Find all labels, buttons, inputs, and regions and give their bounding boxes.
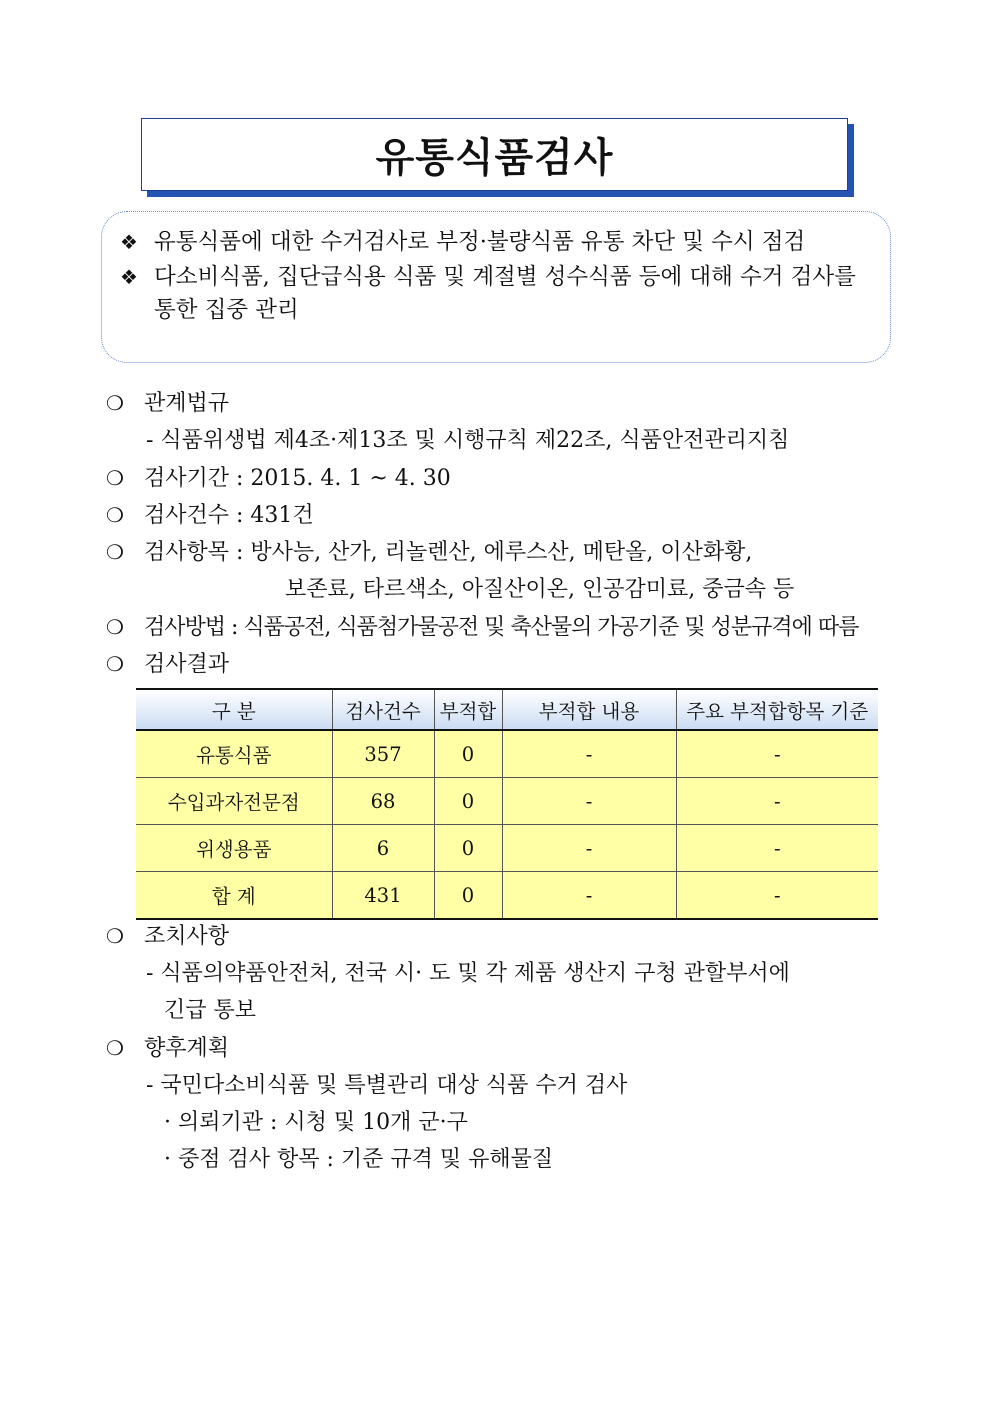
table-row [136,730,878,778]
items-text-continued: 보존료, 타르색소, 아질산이온, 인공감미료, 중금속 등 [285,577,795,602]
count-text: 검사건수 : 431건 [144,503,314,528]
circle-bullet-icon: ❍ [106,466,124,490]
circle-bullet-icon: ❍ [106,503,124,527]
results-table [136,688,878,920]
table-cell: 유통식품 [136,730,332,778]
table-cell: 위생용품 [136,825,332,872]
table-cell: - [676,778,878,825]
table-cell: - [502,778,676,825]
table-header-row [136,689,878,730]
circle-bullet-icon: ❍ [106,1036,124,1060]
method-line [106,610,858,641]
items-line [106,535,752,566]
summary-item [120,261,870,327]
table-cell: - [676,872,878,920]
items-text: 검사항목 : 방사능, 산가, 리놀렌산, 에루스산, 메탄올, 이산화황, [144,540,753,565]
summary-text: 다소비식품, 집단급식용 식품 및 계절별 성수식품 등에 대해 수거 검사를 통한 집중 관리 [154,264,856,323]
table-cell: - [676,825,878,872]
diamond-bullet-icon: ❖ [120,265,138,289]
result-heading [106,647,229,678]
table-cell: 수입과자전문점 [136,778,332,825]
action-detail: - 식품의약품안전처, 전국 시· 도 및 각 제품 생산지 구청 관할부서에 [146,961,790,986]
table-row [136,825,878,872]
law-detail: - 식품위생법 제4조·제13조 및 시행규칙 제22조, 식품안전관리지침 [146,428,790,453]
action-heading [106,919,229,950]
circle-bullet-icon: ❍ [106,615,123,639]
table-cell: 0 [434,825,502,872]
page-title-box [141,118,848,191]
summary-box [101,211,891,363]
circle-bullet-icon: ❍ [106,924,124,948]
diamond-bullet-icon: ❖ [120,230,138,254]
law-title: 관계법규 [144,391,230,416]
table-row [136,778,878,825]
plan-heading [106,1031,229,1062]
table-cell: - [502,730,676,778]
table-cell: 68 [332,778,434,825]
method-text: 검사방법 : 식품공전, 식품첨가물공전 및 축산물의 가공기준 및 성분규격에 따름 [144,615,859,640]
plan-detail: - 국민다소비식품 및 특별관리 대상 식품 수거 검사 [146,1073,628,1098]
law-heading [106,386,229,417]
table-cell: - [676,730,878,778]
circle-bullet-icon: ❍ [106,652,124,676]
header-criteria: 주요 부적합항목 기준 [676,689,878,730]
circle-bullet-icon: ❍ [106,540,124,564]
header-detail: 부적합 내용 [502,689,676,730]
table-cell: 0 [434,872,502,920]
action-detail-continued: 긴급 통보 [164,998,257,1023]
plan-subitem: · 의뢰기관 : 시청 및 10개 군·구 [164,1110,468,1135]
header-nonconforming: 부적합 [434,689,502,730]
table-cell: - [502,825,676,872]
table-cell: - [502,872,676,920]
action-title: 조치사항 [144,924,230,949]
summary-item [120,226,870,259]
table-cell: 0 [434,778,502,825]
header-count: 검사건수 [332,689,434,730]
table-cell: 0 [434,730,502,778]
header-category: 구 분 [136,689,332,730]
count-line [106,498,314,529]
page-title: 유통식품검사 [375,135,614,181]
result-title: 검사결과 [144,652,230,677]
table-cell: 합 계 [136,872,332,920]
table-total-row [136,872,878,920]
table-cell: 431 [332,872,434,920]
circle-bullet-icon: ❍ [106,391,124,415]
summary-text: 유통식품에 대한 수거검사로 부정·불량식품 유통 차단 및 수시 점검 [154,229,806,255]
table-cell: 357 [332,730,434,778]
plan-title: 향후계획 [144,1036,230,1061]
period-text: 검사기간 : 2015. 4. 1 ~ 4. 30 [144,466,451,491]
period-line [106,461,451,492]
plan-subitem: · 중점 검사 항목 : 기준 규격 및 유해물질 [164,1147,554,1172]
table-cell: 6 [332,825,434,872]
